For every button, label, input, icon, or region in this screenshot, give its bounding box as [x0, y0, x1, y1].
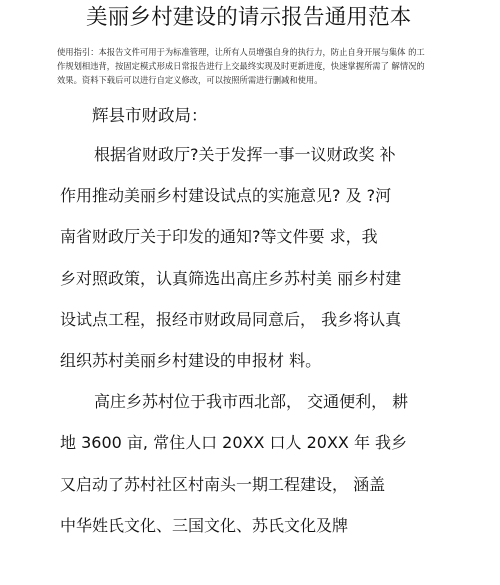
addressee: 辉县市财政局： — [92, 106, 208, 125]
usage-guide-line: 使用指引：本报告文件可用于为标准管理，让所有人员增强自身的执行力，防止自身开展与集体 的工 — [57, 47, 425, 57]
body-line: 设试点工程，报经市财政局同意后， 我乡将认真 — [60, 309, 402, 329]
body-line: 乡对照政策，认真筛选出高庄乡苏村美 丽乡村建 — [60, 268, 402, 288]
body-line: 根据省财政厅?关于发挥一事一议财政奖 补 — [94, 145, 396, 164]
body-line: 南省财政厅关于印发的通知?等文件要 求，我 — [60, 227, 378, 247]
body-line: 高庄乡苏村位于我市西北部， 交通便利， 耕 — [94, 392, 409, 412]
body-line: 作用推动美丽乡村建设试点的实施意见? 及 ?河 — [60, 186, 392, 206]
usage-guide — [57, 45, 439, 87]
usage-guide-line: 作规划相违背，按固定模式形成日常报告进行上交最终实现及时更新进度，快速掌握所需了 解情况的 — [57, 61, 425, 71]
report-body — [60, 144, 440, 556]
body-line: 中华姓氏文化、三国文化、苏氏文化及牌 — [60, 515, 349, 535]
body-line: 地 3600 亩, 常住人口 20XX 口人 20XX 年 我乡 — [60, 433, 408, 453]
body-line: 又启动了苏村社区村南头一期工程建设， 涵盖 — [60, 474, 386, 494]
usage-guide-line: 效果。资料下载后可以进行自定义修改，可以按照所需进行删减和使用。 — [57, 75, 323, 85]
document-title: 美丽乡村建设的请示报告通用范本 — [86, 5, 412, 30]
body-line: 组织苏村美丽乡村建设的申报材 料。 — [60, 350, 322, 370]
